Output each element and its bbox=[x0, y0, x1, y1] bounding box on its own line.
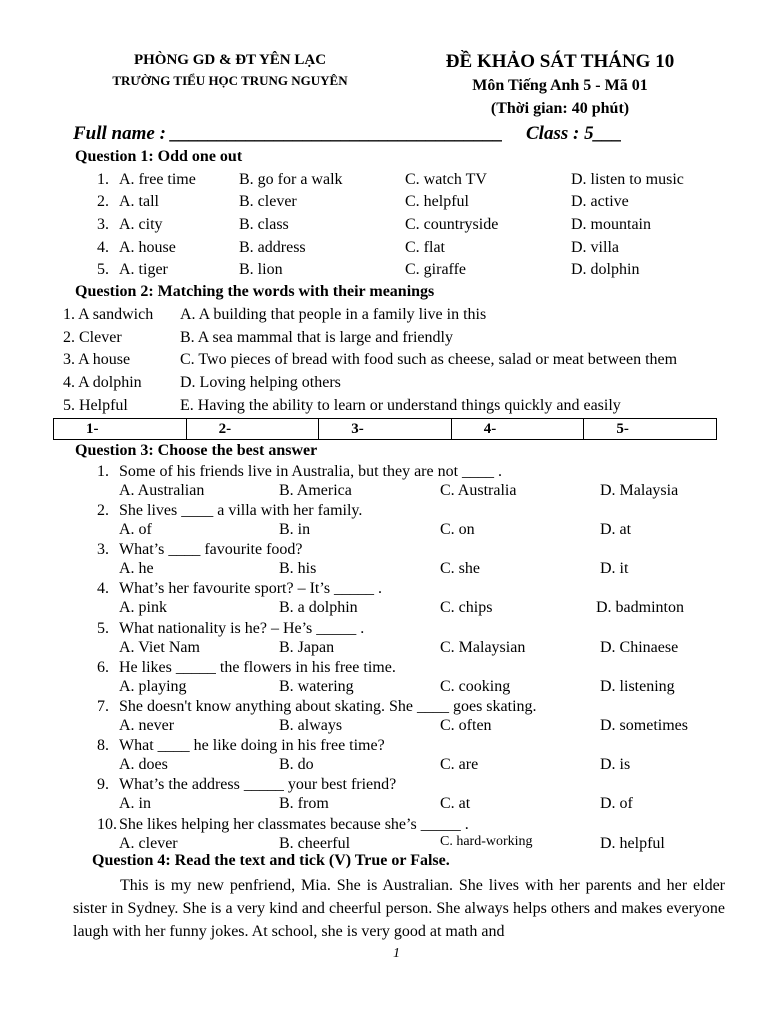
option-c[interactable]: C. cooking bbox=[440, 678, 511, 695]
question-text: What’s the address _____ your best friend? bbox=[119, 776, 397, 793]
option-b[interactable]: B. America bbox=[279, 482, 352, 499]
question-text: She lives ____ a villa with her family. bbox=[119, 502, 363, 519]
option-a[interactable]: A. city bbox=[119, 216, 163, 233]
matching-meaning: E. Having the ability to learn or understand things quickly and easily bbox=[180, 397, 621, 414]
option-c[interactable]: C. watch TV bbox=[405, 171, 487, 188]
question-3-title: Question 3: Choose the best answer bbox=[75, 442, 318, 459]
option-d[interactable]: D. sometimes bbox=[600, 717, 688, 734]
question-text: What’s ____ favourite food? bbox=[119, 541, 303, 558]
matching-meaning: C. Two pieces of bread with food such as cheese, salad or meat between them bbox=[180, 351, 678, 368]
question-number: 2. bbox=[97, 502, 109, 519]
question-number: 4. bbox=[97, 580, 109, 597]
item-number: 5. bbox=[97, 261, 109, 278]
option-d[interactable]: D. it bbox=[600, 560, 629, 577]
page-number: 1 bbox=[393, 946, 400, 961]
option-d[interactable]: D. helpful bbox=[600, 835, 665, 852]
question-1-title: Question 1: Odd one out bbox=[75, 148, 243, 165]
option-b[interactable]: B. Japan bbox=[279, 639, 335, 656]
answer-cell-5[interactable]: 5- bbox=[584, 419, 717, 440]
question-number: 7. bbox=[97, 698, 109, 715]
item-number: 4. bbox=[97, 239, 109, 256]
question-text: He likes _____ the flowers in his free time. bbox=[119, 659, 396, 676]
option-a[interactable]: A. pink bbox=[119, 599, 167, 616]
duration-line: (Thời gian: 40 phút) bbox=[490, 100, 630, 117]
option-b[interactable]: B. from bbox=[279, 795, 329, 812]
question-text: She doesn't know anything about skating. She ____ goes skating. bbox=[119, 698, 537, 715]
subject-line: Môn Tiếng Anh 5 - Mã 01 bbox=[472, 77, 648, 94]
option-a[interactable]: A. does bbox=[119, 756, 168, 773]
matching-answer-table bbox=[53, 418, 717, 440]
option-a[interactable]: A. never bbox=[119, 717, 175, 734]
question-text: What ____ he like doing in his free time? bbox=[119, 737, 385, 754]
option-c[interactable]: C. helpful bbox=[405, 193, 469, 210]
option-a[interactable]: A. he bbox=[119, 560, 154, 577]
question-number: 6. bbox=[97, 659, 109, 676]
option-d[interactable]: D. listening bbox=[600, 678, 675, 695]
question-number: 10. bbox=[97, 816, 117, 833]
option-d[interactable]: D. villa bbox=[571, 239, 619, 256]
item-number: 1. bbox=[97, 171, 109, 188]
option-b[interactable]: B. do bbox=[279, 756, 314, 773]
option-c[interactable]: C. Malaysian bbox=[440, 639, 526, 656]
option-d[interactable]: D. active bbox=[571, 193, 629, 210]
matching-word: 3. A house bbox=[63, 351, 131, 368]
answer-cell-2[interactable]: 2- bbox=[186, 419, 319, 440]
option-c[interactable]: C. she bbox=[440, 560, 480, 577]
option-c[interactable]: C. giraffe bbox=[405, 261, 467, 278]
option-b[interactable]: B. always bbox=[279, 717, 343, 734]
option-a[interactable]: A. playing bbox=[119, 678, 187, 695]
option-d[interactable]: D. at bbox=[600, 521, 632, 538]
question-text: She likes helping her classmates because she’s _____ . bbox=[119, 816, 469, 833]
option-a[interactable]: A. house bbox=[119, 239, 176, 256]
answer-cell-1[interactable]: 1- bbox=[54, 419, 187, 440]
option-c[interactable]: C. chips bbox=[440, 599, 493, 616]
question-number: 9. bbox=[97, 776, 109, 793]
option-a[interactable]: A. Viet Nam bbox=[119, 639, 200, 656]
option-b[interactable]: B. go for a walk bbox=[239, 171, 343, 188]
question-2-title: Question 2: Matching the words with their meanings bbox=[75, 283, 435, 300]
matching-meaning: D. Loving helping others bbox=[180, 374, 341, 391]
option-c[interactable]: C. at bbox=[440, 795, 471, 812]
matching-word: 5. Helpful bbox=[63, 397, 128, 414]
full-name-field[interactable]: Full name : ___________________________________ bbox=[73, 123, 504, 144]
option-a[interactable]: A. clever bbox=[119, 835, 178, 852]
option-c[interactable]: C. often bbox=[440, 717, 492, 734]
option-c[interactable]: C. are bbox=[440, 756, 479, 773]
option-b[interactable]: B. address bbox=[239, 239, 306, 256]
option-d[interactable]: D. dolphin bbox=[571, 261, 640, 278]
option-a[interactable]: A. tiger bbox=[119, 261, 168, 278]
option-a[interactable]: A. in bbox=[119, 795, 151, 812]
option-d[interactable]: D. mountain bbox=[571, 216, 651, 233]
question-number: 5. bbox=[97, 620, 109, 637]
option-d[interactable]: D. is bbox=[600, 756, 631, 773]
question-4-title: Question 4: Read the text and tick (V) True or False. bbox=[92, 852, 450, 869]
option-d[interactable]: D. listen to music bbox=[571, 171, 684, 188]
option-b[interactable]: B. cheerful bbox=[279, 835, 351, 852]
reading-passage: This is my new penfriend, Mia. She is Australian. She lives with her parents and her elder sister in Sydney. She is a very kind and cheerful person. She always helps others and makes everyone laugh with her funny jokes. At school, she is very good at math and bbox=[73, 877, 725, 940]
option-d[interactable]: D. of bbox=[600, 795, 633, 812]
question-number: 1. bbox=[97, 463, 109, 480]
option-b[interactable]: B. a dolphin bbox=[279, 599, 358, 616]
option-b[interactable]: B. in bbox=[279, 521, 311, 538]
item-number: 2. bbox=[97, 193, 109, 210]
option-d[interactable]: D. Chinaese bbox=[600, 639, 679, 656]
option-a[interactable]: A. of bbox=[119, 521, 152, 538]
option-b[interactable]: B. watering bbox=[279, 678, 354, 695]
option-b[interactable]: B. clever bbox=[239, 193, 297, 210]
option-c[interactable]: C. hard-working bbox=[440, 834, 533, 849]
class-field[interactable]: Class : 5___ bbox=[526, 123, 623, 144]
option-c[interactable]: C. on bbox=[440, 521, 475, 538]
question-number: 8. bbox=[97, 737, 109, 754]
option-c[interactable]: C. countryside bbox=[405, 216, 499, 233]
option-d[interactable]: D. badminton bbox=[596, 599, 684, 616]
matching-meaning: B. A sea mammal that is large and friendly bbox=[180, 329, 453, 346]
option-b[interactable]: B. his bbox=[279, 560, 317, 577]
matching-word: 4. A dolphin bbox=[63, 374, 142, 391]
item-number: 3. bbox=[97, 216, 109, 233]
answer-cell-3[interactable]: 3- bbox=[319, 419, 452, 440]
matching-word: 1. A sandwich bbox=[63, 306, 154, 323]
option-b[interactable]: B. lion bbox=[239, 261, 283, 278]
question-text: Some of his friends live in Australia, but they are not ____ . bbox=[119, 463, 503, 480]
school-name: TRƯỜNG TIỂU HỌC TRUNG NGUYÊN bbox=[112, 73, 348, 88]
option-c[interactable]: C. Australia bbox=[440, 482, 517, 499]
option-a[interactable]: A. tall bbox=[119, 193, 159, 210]
question-text: What nationality is he? – He’s _____ . bbox=[119, 620, 365, 637]
answer-cell-4[interactable]: 4- bbox=[451, 419, 584, 440]
matching-word: 2. Clever bbox=[63, 329, 122, 346]
option-b[interactable]: B. class bbox=[239, 216, 289, 233]
option-d[interactable]: D. Malaysia bbox=[600, 482, 679, 499]
exam-title: ĐỀ KHẢO SÁT THÁNG 10 bbox=[445, 51, 675, 72]
question-text: What’s her favourite sport? – It’s _____ . bbox=[119, 580, 383, 597]
option-c[interactable]: C. flat bbox=[405, 239, 445, 256]
education-office-name: PHÒNG GD & ĐT YÊN LẠC bbox=[133, 52, 327, 68]
question-number: 3. bbox=[97, 541, 109, 558]
option-a[interactable]: A. Australian bbox=[119, 482, 205, 499]
option-a[interactable]: A. free time bbox=[119, 171, 196, 188]
matching-meaning: A. A building that people in a family live in this bbox=[180, 306, 487, 323]
